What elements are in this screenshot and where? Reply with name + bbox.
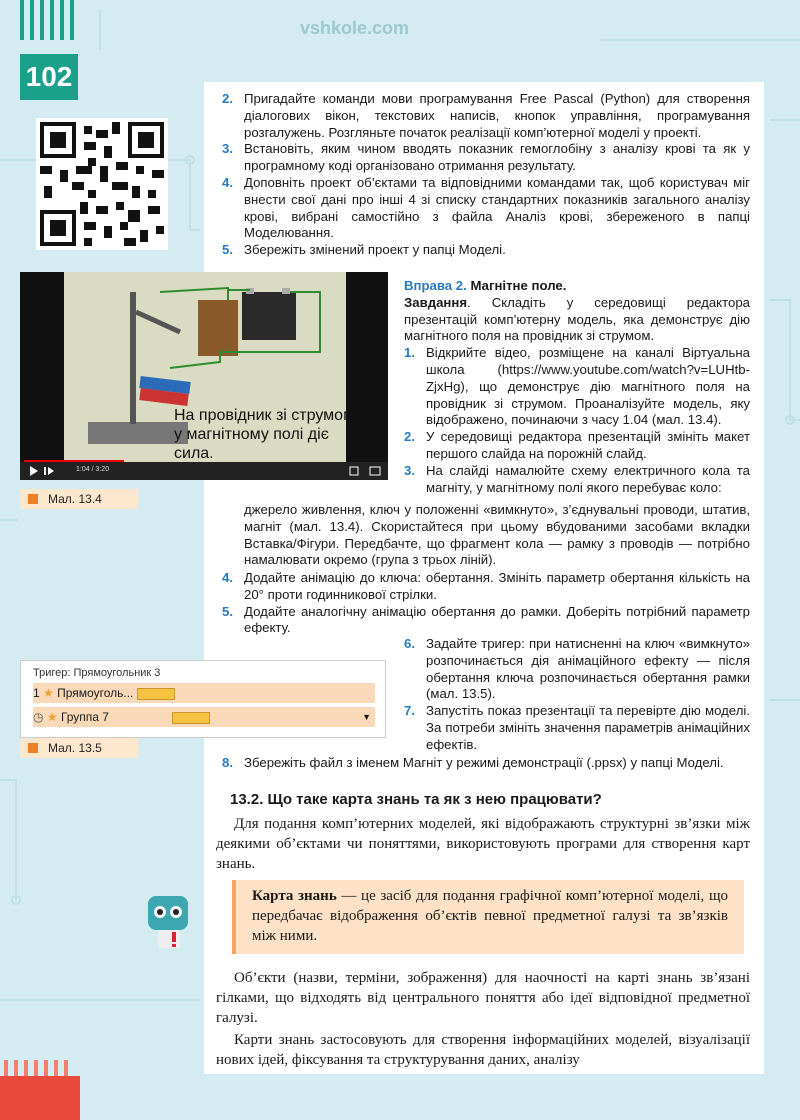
paragraph-3: Карти знань застосовують для створення інформаційних моделей, візуалізації нових ідей, фіксування та структурування даних, аналізу [216, 1032, 750, 1068]
exercise-heading [404, 278, 750, 295]
step-text: Доповніть проект об’єктами та відповідними командами так, щоб користувач міг внести свої дані про інші 4 зі списку стандартних показників загального аналізу крові, вибрані самостійно з файла Аналіз крові, збереженого в папці Моделювання. [244, 174, 750, 241]
star-icon: ★ [43, 686, 54, 700]
list-item [404, 463, 750, 497]
task-text: . Складіть у середовищі редактора презентацій комп’ютерну модель, яка демонструє дію магнітного поля на провідник зі струмом. [404, 294, 750, 344]
step-text: Пригадайте команди мови програмування Free Pascal (Python) для створення діалогових вікон, текстових написів, кнопок управління, програмування розгалужень. Розгляньте початок реалізації комп’ютерної моделі у проекті. [244, 91, 750, 140]
task-label: Завдання [404, 294, 468, 310]
caption-text: Мал. 13.4 [48, 492, 102, 506]
timeline-bar [137, 688, 175, 700]
animation-row-2[interactable] [33, 707, 375, 727]
overlay-line: На провідник зі струмом [174, 407, 355, 424]
video-overlay-text [174, 406, 354, 463]
animation-row-1[interactable] [33, 683, 375, 703]
caption-marker-icon [28, 743, 38, 753]
overlay-line: у магнітному полі діє [174, 426, 329, 443]
step-number: 1. [404, 345, 415, 361]
exercise-2 [404, 278, 750, 496]
figure-caption [20, 489, 138, 509]
exercise-title: Вправа 2. [404, 278, 467, 293]
row-label: Прямоуголь... [57, 686, 134, 700]
list-item [222, 175, 750, 242]
paragraph-1: Для подання комп’ютерних моделей, які відображають структурні зв’язки між деякими об’єктами чи поняттями, використовують програми для створення карт знань. [216, 816, 750, 872]
list-item [404, 636, 750, 703]
steps-4-5 [222, 570, 750, 637]
step-number: 5. [222, 242, 233, 258]
figure-caption [20, 738, 138, 758]
definition-box [232, 880, 744, 954]
list-item [222, 604, 750, 638]
watermark: vshkole.com [300, 18, 410, 38]
step-number: 2. [222, 91, 233, 106]
step-number: 5. [222, 603, 233, 619]
overlay-line: сила. [174, 445, 214, 462]
list-item [222, 755, 750, 772]
definition-text: — це засіб для подання графічної комп’ютерної моделі, що передбачає відображення об’єктів певної предметної галузі та зв’язків між ними. [252, 888, 728, 944]
step-number: 7. [404, 703, 415, 719]
clock-icon: ◷ [33, 710, 44, 724]
step-number: 6. [404, 636, 415, 651]
row-label: Группа 7 [60, 710, 109, 724]
list-item [222, 242, 750, 259]
video-player[interactable] [20, 272, 388, 480]
step-text: Задайте тригер: при натисненні на ключ «вимкнуто» розпочинається дія анімаційного ефекту — після обертання ключа розпочинається обертання рамки (мал. 13.5). [426, 636, 750, 702]
trigger-panel [20, 660, 386, 738]
steps-6-7 [404, 636, 750, 754]
caption-marker-icon [28, 494, 38, 504]
list-item [404, 703, 750, 753]
list-item [222, 570, 750, 604]
step-text: Збережіть змінений проект у папці Моделі. [244, 242, 506, 258]
step-number: 8. [222, 755, 233, 770]
robot-mascot-icon [140, 888, 200, 952]
section-title: 13.2. Що таке карта знань та як з нею працювати? [230, 791, 602, 808]
list-item [222, 91, 750, 141]
paragraph-2: Об’єкти (назви, терміни, зображення) для наочності на карті знань зв’язані гілками, що відходять від центрального поняття або ідеї відповідної предметної галузі. [216, 970, 750, 1026]
list-item [404, 345, 750, 429]
timeline-bar [172, 712, 210, 724]
step-number: 3. [222, 141, 233, 157]
step-text: Додайте анімацію до ключа: обертання. Змініть параметр обертання кількість на 20° проти годинникової стрілки. [244, 570, 750, 602]
star-icon: ★ [46, 710, 58, 724]
trigger-title: Тригер: Прямоугольник 3 [33, 667, 161, 679]
task-paragraph [404, 295, 750, 345]
caption-text: Мал. 13.5 [48, 741, 102, 755]
step-text: Відкрийте відео, розміщене на каналі Віртуальна школа (https://www.youtube.com/watch?v=LUHtb-ZjxHg), що демонструє дію магнітного поля на провідник зі струмом. Проаналізуйте модель, яку відображено, починаючи з часу 1.04 (мал. 13.4). [426, 345, 750, 428]
qr-code-icon[interactable] [36, 118, 168, 250]
step-text: Запустіть показ презентації та перевірте дію моделі. За потреби змініть значення параметрів анімаційних ефектів. [426, 703, 750, 752]
row-order: 1 [33, 686, 40, 700]
page-number: 102 [20, 54, 78, 100]
list-item [404, 429, 750, 463]
step-number: 4. [222, 174, 233, 190]
definition-term: Карта знань [252, 888, 337, 904]
step-text: На слайді намалюйте схему електричного кола та магніту, у магнітному полі якого перебуває коло: [426, 462, 750, 495]
exercise-name: Магнітне поле. [470, 278, 567, 293]
step-number: 4. [222, 570, 233, 585]
step-number: 3. [404, 462, 415, 478]
video-time: 1:04 / 3:20 [76, 466, 110, 473]
dropdown-arrow-icon[interactable]: ▼ [362, 712, 371, 722]
step-8 [222, 755, 750, 772]
step-text: Додайте аналогічну анімацію обертання до рамки. Доберіть потрібний параметр ефекту. [244, 603, 750, 636]
step-text: У середовищі редактора презентацій змініть макет першого слайда на порожній слайд. [426, 429, 750, 461]
step3-continuation: джерело живлення, ключ у положенні «вимкнуто», з’єднувальні проводи, штатив, магніт (мал. 13.4). Скористайтеся при цьому вбудованими засобами вкладки Вставка/Фігури. Передбачте, що фрагмент кола — рамку з проводів — потрібно намалювати окремо (група з трьох ліній). [244, 502, 750, 568]
steps-top [222, 91, 750, 259]
step-text: Збережіть файл з іменем Магніт у режимі демонстрації (.ppsx) у папці Моделі. [244, 755, 724, 770]
step-number: 2. [404, 429, 415, 445]
step-text: Встановіть, яким чином вводять показник гемоглобіну з аналізу крові та як у програмному коді організовано отримання результату. [244, 141, 750, 174]
list-item [222, 141, 750, 175]
